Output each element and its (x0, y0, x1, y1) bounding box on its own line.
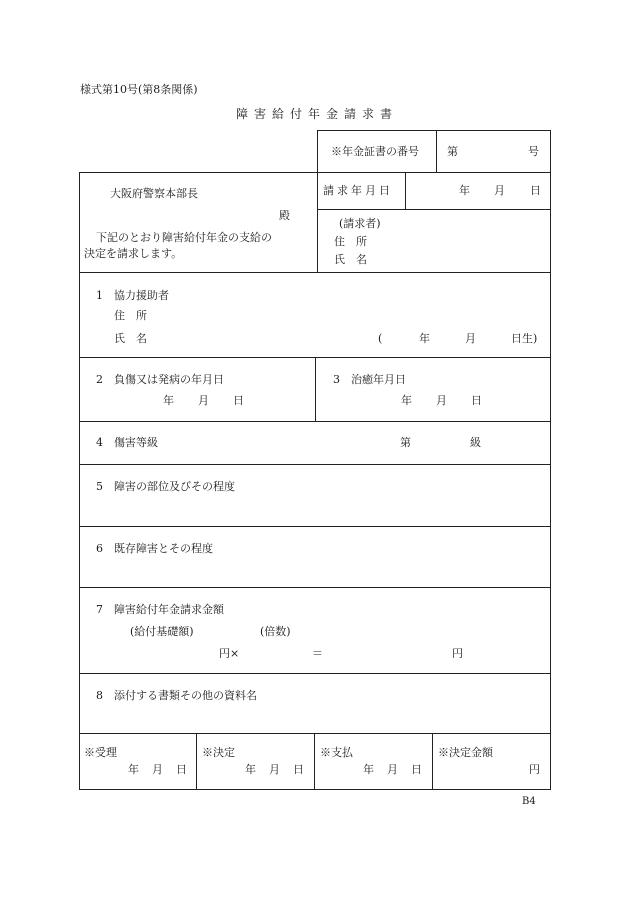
sec2-month: 月 (198, 394, 209, 407)
sec1-title: 1 協力援助者 (96, 289, 169, 302)
sec2-year: 年 (163, 394, 174, 407)
footer-received-year: 年 (128, 763, 139, 776)
sec3-month: 月 (436, 394, 447, 407)
pension-number-go: 号 (528, 145, 539, 158)
footer-decided-label: ※決定 (202, 746, 235, 759)
sec7-base-label: (給付基礎額) (130, 625, 194, 638)
footer-received-month: 月 (152, 763, 163, 776)
request-date-month: 月 (494, 184, 505, 197)
addressee-honorific: 殿 (279, 209, 290, 222)
sec3-title: 3 治癒年月日 (333, 373, 406, 386)
sec7-equals: ＝ (312, 647, 323, 660)
footer-decided-year: 年 (245, 763, 256, 776)
sec7-title: 7 障害給付年金請求金額 (96, 603, 224, 616)
sec4-dai: 第 (400, 436, 411, 449)
pension-number-dai: 第 (447, 145, 458, 158)
footer-received-label: ※受理 (84, 746, 117, 759)
form-title: 障害給付年金請求書 (236, 107, 399, 121)
sec1-birth-day: 日生) (511, 332, 538, 345)
request-date-day: 日 (530, 184, 541, 197)
request-date-label: 請求年月日 (323, 184, 393, 197)
request-text-line1: 下記のとおり障害給付年金の支給の (96, 231, 272, 244)
footer-paid-day: 日 (411, 763, 422, 776)
claimant-label: (請求者) (339, 217, 381, 230)
footer-paid-month: 月 (387, 763, 398, 776)
request-date-year: 年 (459, 184, 470, 197)
footer-decided-amount-label: ※決定金額 (438, 746, 493, 759)
sec1-birth-year: 年 (419, 332, 430, 345)
request-text-line2: 決定を請求します。 (84, 247, 183, 260)
sec8-title: 8 添付する書類その他の資料名 (96, 689, 257, 702)
footer-decided-month: 月 (269, 763, 280, 776)
claimant-name-label: 氏 名 (334, 253, 367, 266)
footer-decided-day: 日 (293, 763, 304, 776)
footer-paid-year: 年 (363, 763, 374, 776)
sec7-yen-times: 円× (219, 647, 240, 660)
sec5-title: 5 障害の部位及びその程度 (96, 480, 235, 493)
form-number: 様式第10号(第8条関係) (80, 83, 198, 96)
sec1-name-label: 氏 名 (114, 332, 147, 345)
sec1-address-label: 住 所 (114, 309, 147, 322)
sec6-title: 6 既存障害とその程度 (96, 542, 213, 555)
sec2-title: 2 負傷又は発病の年月日 (96, 373, 224, 386)
sec2-day: 日 (233, 394, 244, 407)
footer-paid-label: ※支払 (320, 746, 353, 759)
claimant-address-label: 住 所 (334, 235, 367, 248)
pension-number-label: ※年金証書の番号 (331, 145, 419, 158)
sec3-day: 日 (471, 394, 482, 407)
footer-decided-amount-yen: 円 (529, 763, 540, 776)
paper-size: B4 (522, 796, 536, 807)
sec1-birth-month: 月 (465, 332, 476, 345)
footer-received-day: 日 (176, 763, 187, 776)
sec1-birth-open: ( (378, 332, 383, 345)
sec7-yen: 円 (452, 647, 463, 660)
sec4-kyu: 級 (470, 436, 481, 449)
sec7-multiplier-label: (倍数) (260, 625, 291, 638)
addressee-name: 大阪府警察本部長 (110, 187, 198, 200)
sec4-title: 4 傷害等級 (96, 436, 158, 449)
sec3-year: 年 (401, 394, 412, 407)
